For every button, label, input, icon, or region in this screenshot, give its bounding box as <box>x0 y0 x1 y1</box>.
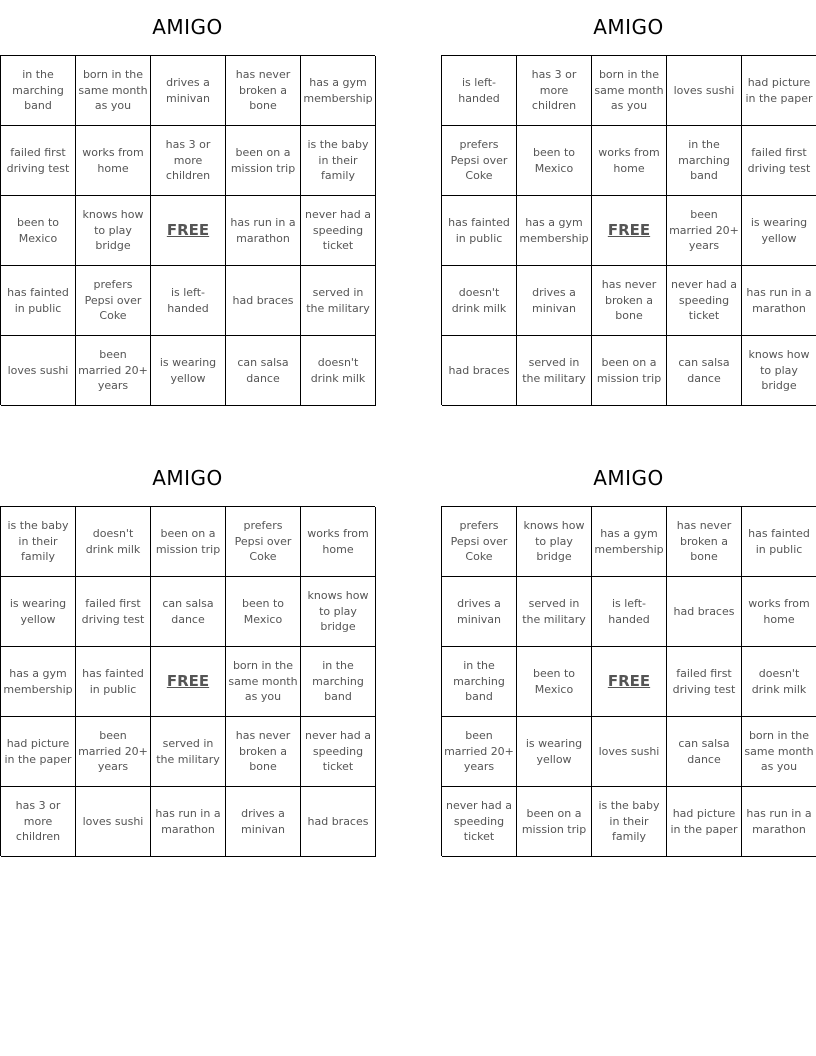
bingo-cell: is the baby in their family <box>1 507 76 577</box>
bingo-cell: is the baby in their family <box>301 126 376 196</box>
bingo-cell: can salsa dance <box>151 577 226 647</box>
card-title: AMIGO <box>152 15 223 39</box>
bingo-cell: loves sushi <box>667 56 742 126</box>
card-title: AMIGO <box>593 15 664 39</box>
free-space: FREE <box>592 196 667 266</box>
bingo-cell: born in the same month as you <box>742 717 816 787</box>
bingo-cell: been to Mexico <box>517 126 592 196</box>
bingo-cell: has 3 or more children <box>151 126 226 196</box>
bingo-grid <box>441 55 816 405</box>
bingo-cell: been married 20+ years <box>76 717 151 787</box>
bingo-cell: never had a speeding ticket <box>301 717 376 787</box>
bingo-cell: in the marching band <box>667 126 742 196</box>
bingo-cell: had picture in the paper <box>1 717 76 787</box>
bingo-cell: in the marching band <box>301 647 376 717</box>
bingo-cell: is left-handed <box>151 266 226 336</box>
bingo-card-1 <box>0 0 375 405</box>
bingo-cell: doesn't drink milk <box>301 336 376 406</box>
bingo-cell: been married 20+ years <box>76 336 151 406</box>
bingo-cell: has a gym membership <box>592 507 667 577</box>
bingo-cell: works from home <box>742 577 816 647</box>
bingo-cell: born in the same month as you <box>592 56 667 126</box>
bingo-cell: has fainted in public <box>1 266 76 336</box>
bingo-cell: loves sushi <box>76 787 151 857</box>
bingo-cell: been to Mexico <box>517 647 592 717</box>
bingo-cell: had braces <box>226 266 301 336</box>
bingo-cell: never had a speeding ticket <box>667 266 742 336</box>
bingo-grid <box>0 55 375 405</box>
bingo-cell: is left-handed <box>442 56 517 126</box>
bingo-cell: in the marching band <box>442 647 517 717</box>
bingo-cell: been on a mission trip <box>226 126 301 196</box>
bingo-cell: has never broken a bone <box>592 266 667 336</box>
bingo-cell: drives a minivan <box>226 787 301 857</box>
bingo-cell: had braces <box>301 787 376 857</box>
free-space: FREE <box>151 196 226 266</box>
bingo-cell: born in the same month as you <box>226 647 301 717</box>
bingo-cell: knows how to play bridge <box>742 336 816 406</box>
bingo-cell: is left-handed <box>592 577 667 647</box>
bingo-cell: been to Mexico <box>226 577 301 647</box>
bingo-cell: served in the military <box>517 577 592 647</box>
bingo-cell: prefers Pepsi over Coke <box>442 126 517 196</box>
bingo-cell: never had a speeding ticket <box>301 196 376 266</box>
bingo-cell: has never broken a bone <box>226 56 301 126</box>
bingo-cell: has run in a marathon <box>742 266 816 336</box>
bingo-cell: had picture in the paper <box>667 787 742 857</box>
bingo-cell: has run in a marathon <box>151 787 226 857</box>
bingo-cell: doesn't drink milk <box>742 647 816 717</box>
bingo-grid <box>0 506 375 856</box>
bingo-cell: doesn't drink milk <box>76 507 151 577</box>
bingo-cell: been married 20+ years <box>442 717 517 787</box>
bingo-cell: drives a minivan <box>442 577 517 647</box>
bingo-cell: works from home <box>592 126 667 196</box>
bingo-cell: can salsa dance <box>667 717 742 787</box>
bingo-cell: can salsa dance <box>226 336 301 406</box>
bingo-cell: loves sushi <box>1 336 76 406</box>
card-title: AMIGO <box>152 466 223 490</box>
bingo-cell: failed first driving test <box>667 647 742 717</box>
bingo-cell: has a gym membership <box>301 56 376 126</box>
bingo-cell: drives a minivan <box>151 56 226 126</box>
bingo-cell: in the marching band <box>1 56 76 126</box>
bingo-cell: has run in a marathon <box>742 787 816 857</box>
bingo-cell: doesn't drink milk <box>442 266 517 336</box>
bingo-cell: knows how to play bridge <box>517 507 592 577</box>
free-space: FREE <box>592 647 667 717</box>
bingo-cell: been on a mission trip <box>151 507 226 577</box>
bingo-cell: served in the military <box>517 336 592 406</box>
bingo-cell: works from home <box>301 507 376 577</box>
bingo-cell: failed first driving test <box>1 126 76 196</box>
card-title: AMIGO <box>593 466 664 490</box>
bingo-cell: is wearing yellow <box>1 577 76 647</box>
bingo-cell: works from home <box>76 126 151 196</box>
bingo-cell: is wearing yellow <box>742 196 816 266</box>
bingo-cell: had braces <box>667 577 742 647</box>
free-space: FREE <box>151 647 226 717</box>
bingo-cell: knows how to play bridge <box>301 577 376 647</box>
bingo-cell: been to Mexico <box>1 196 76 266</box>
bingo-cell: is wearing yellow <box>517 717 592 787</box>
bingo-cell: been on a mission trip <box>592 336 667 406</box>
bingo-cell: has never broken a bone <box>667 507 742 577</box>
bingo-grid <box>441 506 816 856</box>
bingo-cell: has fainted in public <box>76 647 151 717</box>
bingo-cell: has 3 or more children <box>517 56 592 126</box>
bingo-cell: prefers Pepsi over Coke <box>442 507 517 577</box>
bingo-cell: has a gym membership <box>517 196 592 266</box>
bingo-card-3 <box>0 451 375 856</box>
bingo-cell: failed first driving test <box>76 577 151 647</box>
bingo-cell: prefers Pepsi over Coke <box>76 266 151 336</box>
bingo-card-2 <box>441 0 816 405</box>
bingo-cell: served in the military <box>151 717 226 787</box>
bingo-cell: failed first driving test <box>742 126 816 196</box>
bingo-cell: been on a mission trip <box>517 787 592 857</box>
bingo-cell: served in the military <box>301 266 376 336</box>
bingo-cell: never had a speeding ticket <box>442 787 517 857</box>
bingo-cell: loves sushi <box>592 717 667 787</box>
bingo-cell: had picture in the paper <box>742 56 816 126</box>
bingo-cell: has fainted in public <box>442 196 517 266</box>
bingo-cell: has a gym membership <box>1 647 76 717</box>
bingo-cell: drives a minivan <box>517 266 592 336</box>
bingo-cell: born in the same month as you <box>76 56 151 126</box>
bingo-cell: prefers Pepsi over Coke <box>226 507 301 577</box>
bingo-card-4 <box>441 451 816 856</box>
bingo-cell: been married 20+ years <box>667 196 742 266</box>
bingo-cell: has never broken a bone <box>226 717 301 787</box>
bingo-cell: has run in a marathon <box>226 196 301 266</box>
bingo-cell: has 3 or more children <box>1 787 76 857</box>
bingo-cell: knows how to play bridge <box>76 196 151 266</box>
bingo-cell: is the baby in their family <box>592 787 667 857</box>
bingo-cell: can salsa dance <box>667 336 742 406</box>
bingo-cell: is wearing yellow <box>151 336 226 406</box>
bingo-cell: has fainted in public <box>742 507 816 577</box>
bingo-cell: had braces <box>442 336 517 406</box>
